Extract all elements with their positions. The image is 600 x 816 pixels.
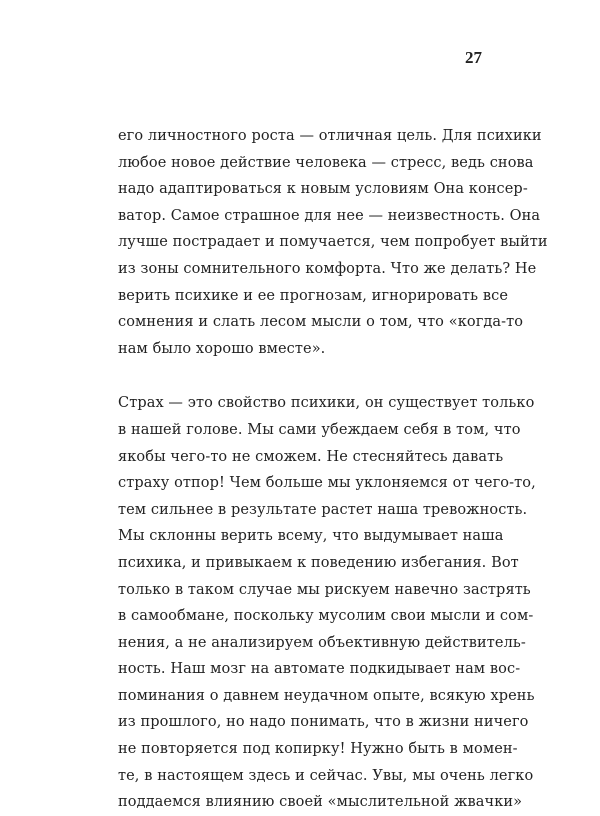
- text-line: ность. Наш мозг на автомате подкидывает нам вос-: [118, 661, 521, 678]
- text-line: сомнения и слать лесом мысли о том, что «когда-то: [118, 314, 524, 331]
- text-line: страху отпор! Чем больше мы уклоняемся от чего-то,: [118, 475, 536, 492]
- text-line: те, в настоящем здесь и сейчас. Увы, мы очень легко: [118, 767, 534, 784]
- text-line: из зоны сомнительного комфорта. Что же делать? Не: [118, 260, 537, 277]
- text-line: Страх — это свойство психики, он существует только: [118, 395, 535, 412]
- paragraph-1: [118, 123, 548, 362]
- text-line: нам было хорошо вместе».: [118, 340, 326, 357]
- text-line: лучше пострадает и помучается, чем попробует выйти: [118, 234, 548, 251]
- text-line: Мы склонны верить всему, что выдумывает наша: [118, 528, 504, 545]
- text-line: в нашей голове. Мы сами убеждаем себя в том, что: [118, 421, 521, 438]
- text-line: поминания о давнем неудачном опыте, всякую хрень: [118, 687, 535, 704]
- text-line: поддаемся влиянию своей «мыслительной жвачки»: [118, 794, 523, 811]
- paragraph-gap: [118, 362, 478, 390]
- text-line: верить психике и ее прогнозам, игнорировать все: [118, 287, 509, 304]
- text-line: любое новое действие человека — стресс, ведь снова: [118, 154, 534, 171]
- text-line: нения, а не анализируем объективную действитель-: [118, 634, 526, 651]
- page-number: 27: [465, 48, 482, 67]
- text-line: тем сильнее в результате растет наша тревожность.: [118, 501, 528, 518]
- paragraph-2: [118, 390, 536, 816]
- text-line: психика, и привыкаем к поведению избегания. Вот: [118, 554, 519, 571]
- text-line: не повторяется под копирку! Нужно быть в момен-: [118, 741, 518, 758]
- text-line: его личностного роста — отличная цель. Для психики: [118, 128, 542, 144]
- text-line: только в таком случае мы рискуем навечно застрять: [118, 581, 531, 598]
- text-line: якобы чего-то не сможем. Не стесняйтесь давать: [118, 448, 504, 465]
- text-line: ватор. Самое страшное для нее — неизвестность. Она: [118, 207, 541, 224]
- text-line: надо адаптироваться к новым условиям Она консер-: [118, 181, 528, 198]
- page-body: [118, 123, 548, 816]
- text-line: из прошлого, но надо понимать, что в жизни ничего: [118, 714, 529, 731]
- text-line: в самообмане, поскольку мусолим свои мысли и сом-: [118, 608, 534, 625]
